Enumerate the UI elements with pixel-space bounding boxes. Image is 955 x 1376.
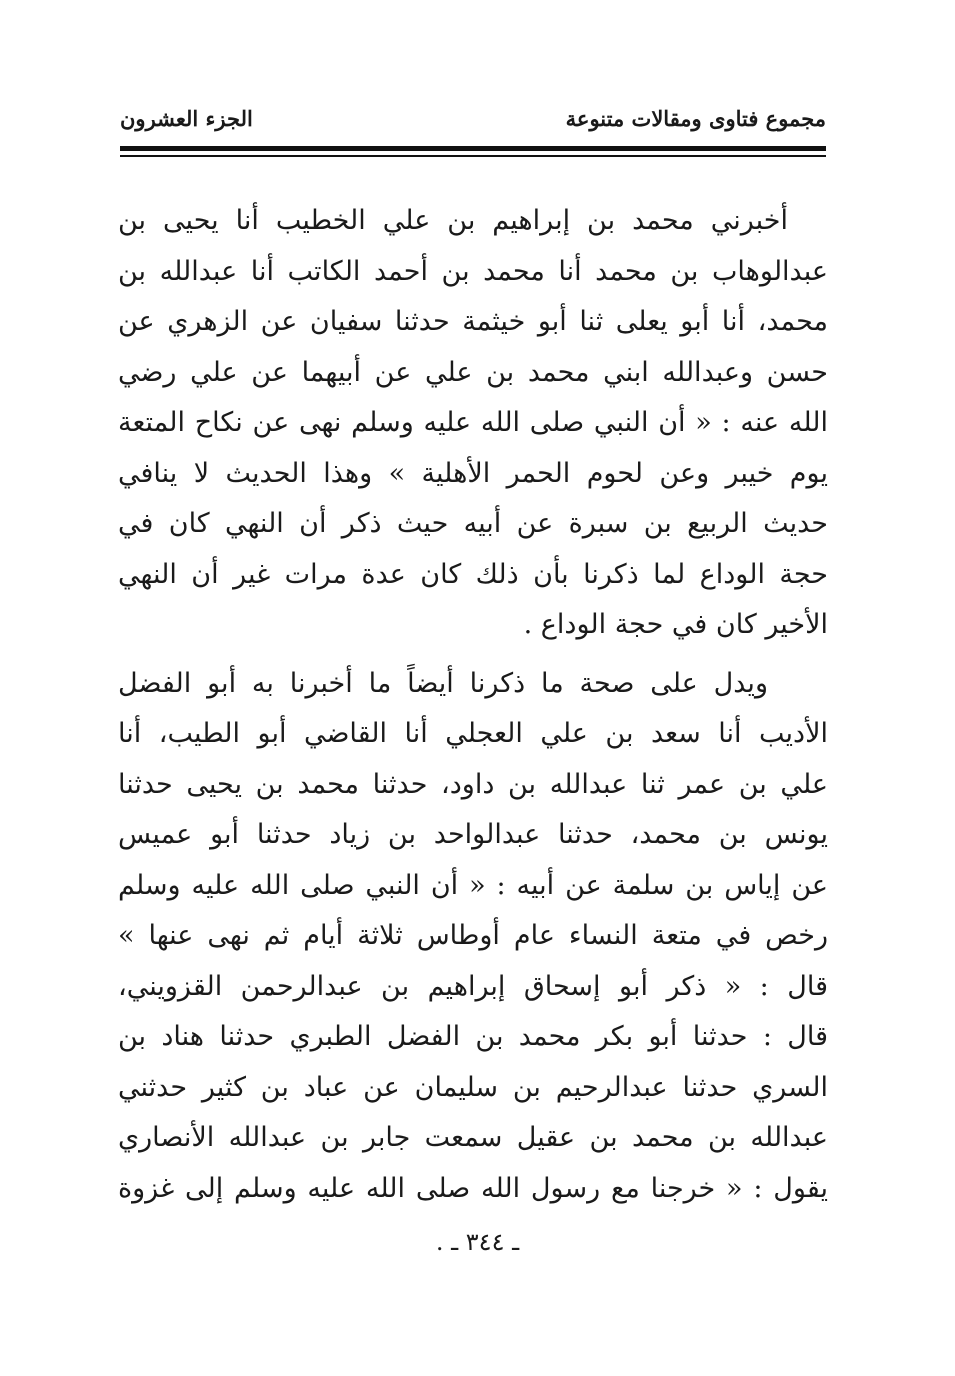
text-line: عبدالله بن محمد بن عقيل سمعت جابر بن عبدالله الأنصاري [118,1122,828,1153]
text-line: يقول : « خرجنا مع رسول الله صلى الله عليه وسلم إلى غزوة [118,1172,828,1204]
paragraph-2 [118,659,828,1215]
text-line: عبدالوهاب بن محمد أنا محمد بن أحمد الكاتب أنا عبدالله بن [118,255,828,287]
text-line: عن إياس بن سلمة عن أبيه : « أن النبي صلى الله عليه وسلم [118,869,828,901]
page-number: ـ ٣٤٤ ـ . [435,1228,520,1256]
text-line: حسن وعبدالله ابني محمد بن علي عن أبيهما عن علي رضي [118,356,828,388]
book-title: مجموع فتاوى ومقالات متنوعة [565,105,826,131]
text-line: يوم خيبر وعن لحوم الحمر الأهلية » وهذا الحديث لا ينافي [118,457,828,489]
page-header [120,98,826,138]
header-rule-thin [120,155,826,157]
text-line: حديث الربيع بن سبرة عن أبيه حيث ذكر أن النهي كان في [118,508,828,539]
text-line: علي بن عمر ثنا عبدالله بن داود، حدثنا محمد بن يحيى حدثنا [118,768,828,800]
text-line: يونس بن محمد، حدثنا عبدالواحد بن زياد حدثنا أبو عميس [118,819,828,850]
volume-label: الجزء العشرون [120,105,253,131]
text-line: قال : « ذكر أبو إسحاق إبراهيم بن عبدالرحمن القزويني، [118,970,828,1002]
text-line: حجة الوداع لما ذكرنا بأن ذلك كان عدة مرات غير أن النهي [118,558,828,590]
text-line: ويدل على صحة ما ذكرنا أيضاً ما أخبرنا به أبو الفضل [118,667,768,699]
text-line: رخص في متعة النساء عام أوطاس ثلاثة أيام ثم نهى عنها » [118,920,828,951]
text-line: الأخير كان في حجة الوداع . [523,609,828,640]
text-line: الأديب أنا سعد بن علي العجلي أنا القاضي أبو الطيب، أنا [118,718,828,749]
text-line: السري حدثنا عبدالرحيم بن سليمان عن عباد بن كثير حدثني [118,1071,828,1103]
text-line: أخبرني محمد بن إبراهيم بن علي الخطيب أنا يحيى بن [118,205,788,236]
header-rule-thick [120,146,826,151]
text-line: محمد، أنا أبو يعلى ثنا أبو خيثمة حدثنا سفيان عن الزهري عن [118,306,828,337]
body-text [118,196,828,1214]
text-line: الله عنه : « أن النبي صلى الله عليه وسلم نهى عن نكاح المتعة [118,407,828,438]
paragraph-1 [118,196,828,651]
text-line: قال : حدثنا أبو بكر محمد بن الفضل الطبري حدثنا هناد بن [118,1021,828,1052]
